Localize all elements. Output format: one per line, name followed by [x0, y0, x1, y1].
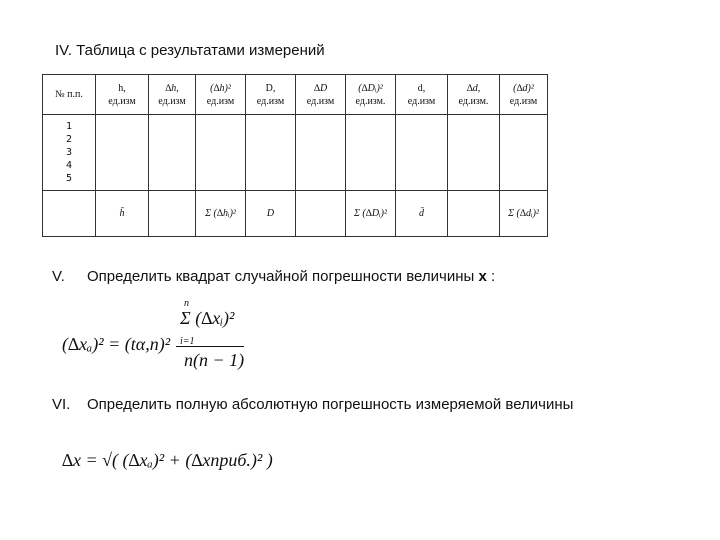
measurement-table	[42, 74, 548, 237]
summary-cell	[448, 191, 500, 237]
sum-upper-limit: n	[184, 298, 189, 309]
section-v-number: V.	[52, 268, 65, 285]
col-header-h: h, ед.изм	[96, 75, 149, 115]
summary-mean-h: h̄	[96, 191, 149, 237]
summary-sum-delta-D: Σ (∆Dᵢ)²	[346, 191, 396, 237]
formula-lhs: (∆xₐ)² = (tα,n)²	[62, 334, 171, 354]
table-cell	[448, 115, 500, 191]
table-cell	[500, 115, 548, 191]
sum-lower-limit: i=1	[180, 336, 195, 347]
col-header-delta-d: ∆d, ед.изм.	[448, 75, 500, 115]
row-numbers-cell: 1 2 3 4 5	[43, 115, 96, 191]
table-cell	[149, 115, 196, 191]
col-header-number: № п.п.	[43, 75, 96, 115]
table-summary-row	[43, 191, 548, 237]
summary-cell	[43, 191, 96, 237]
col-header-delta-h-sq: (∆h)² ед.изм	[196, 75, 246, 115]
fraction-bar	[176, 346, 244, 347]
variable-x: x	[478, 268, 487, 285]
table-cell	[96, 115, 149, 191]
col-header-d: d, ед.изм	[396, 75, 448, 115]
table-cell	[396, 115, 448, 191]
col-header-delta-d-sq: (∆d)² ед.изм	[500, 75, 548, 115]
summary-sum-delta-h: Σ (∆hᵢ)²	[196, 191, 246, 237]
formula-denominator: n(n − 1)	[184, 350, 245, 370]
summary-cell	[149, 191, 196, 237]
total-error-formula: ∆x = √( (∆xₐ)² + (∆xприб.)² )	[62, 450, 273, 470]
section-v-text: Определить квадрат случайной погрешности величины x :	[87, 268, 496, 285]
col-header-delta-h: ∆h, ед.изм	[149, 75, 196, 115]
table-cell	[346, 115, 396, 191]
table-cell	[246, 115, 296, 191]
summary-mean-d: d̄	[396, 191, 448, 237]
table-cell	[196, 115, 246, 191]
summary-sum-delta-d: Σ (∆dᵢ)²	[500, 191, 548, 237]
section-vi-number: VI.	[52, 396, 71, 413]
table-row	[43, 115, 548, 191]
col-header-delta-D: ∆D ед.изм	[296, 75, 346, 115]
summary-cell	[296, 191, 346, 237]
summary-D: D	[246, 191, 296, 237]
col-header-delta-D-sq: (∆Dᵢ)² ед.изм.	[346, 75, 396, 115]
table-cell	[296, 115, 346, 191]
table-header-row	[43, 75, 548, 115]
formula-numerator: Σ (∆xᵢ)²	[180, 308, 235, 328]
col-header-D: D, ед.изм	[246, 75, 296, 115]
section-vi-text: Определить полную абсолютную погрешность измеряемой величины	[87, 396, 574, 413]
section-iv-title: IV. Таблица с результатами измерений	[55, 42, 325, 59]
